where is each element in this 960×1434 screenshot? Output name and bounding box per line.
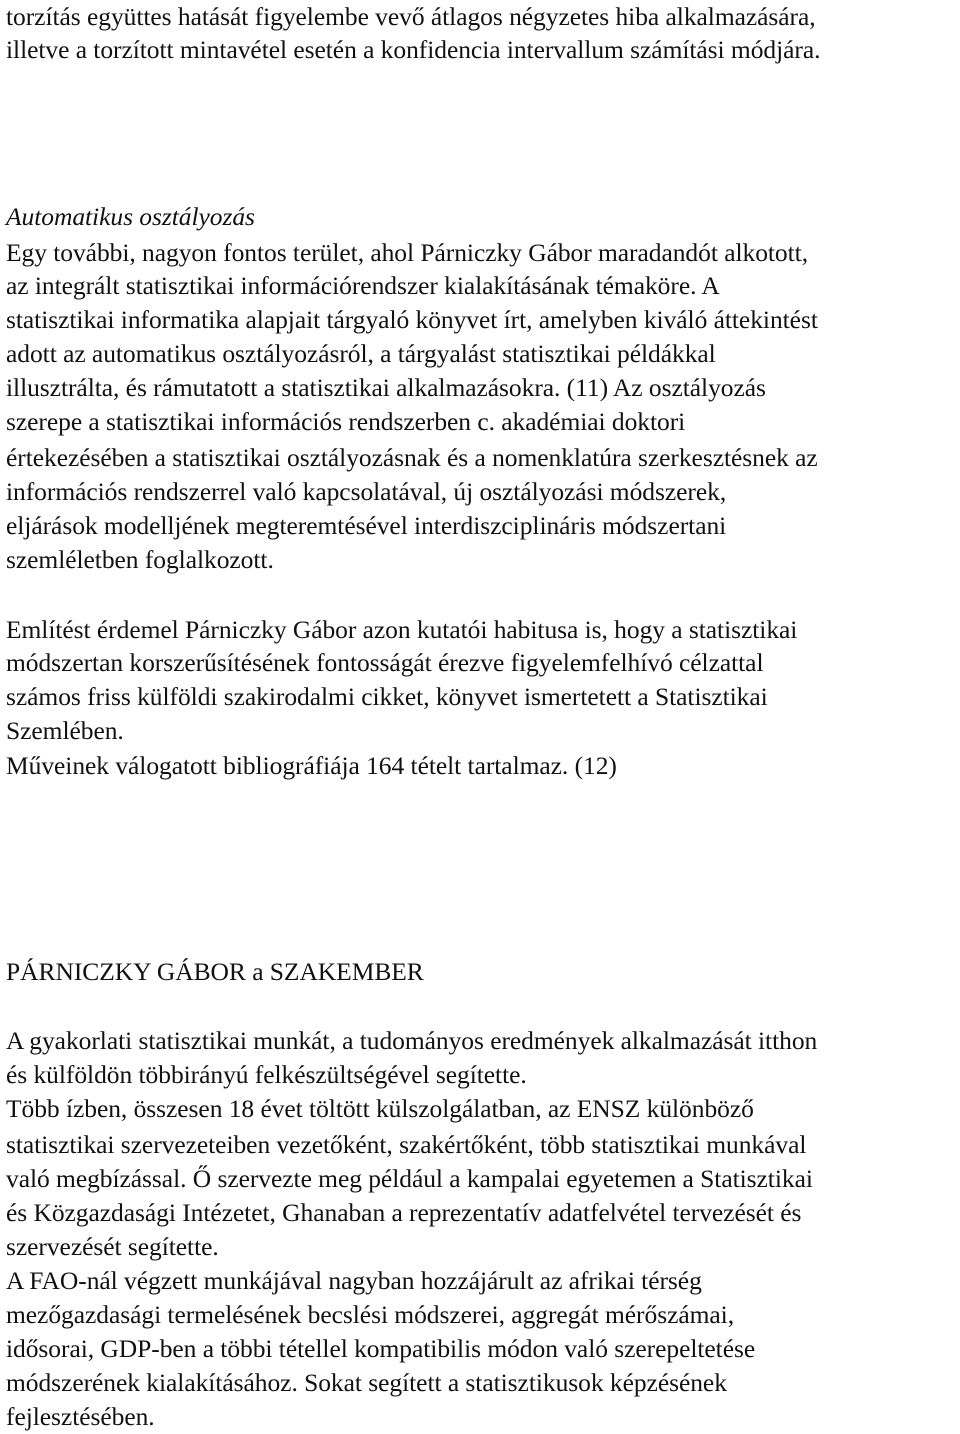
section-title-expert: PÁRNICZKY GÁBOR a SZAKEMBER — [6, 957, 424, 986]
paragraph-line: Egy további, nagyon fontos terület, ahol Párniczky Gábor maradandót alkotott, — [6, 238, 809, 267]
paragraph-line: idősorai, GDP-ben a többi tétellel kompatibilis módon való szerepeltetése — [6, 1334, 756, 1363]
paragraph-line: Több ízben, összesen 18 évet töltött külszolgálatban, az ENSZ különböző — [6, 1094, 754, 1123]
paragraph-line: információs rendszerrel való kapcsolatával, új osztályozási módszerek, — [6, 477, 727, 506]
paragraph-line: és külföldön többirányú felkészültségével segítette. — [6, 1060, 527, 1089]
paragraph-line: statisztikai informatika alapjait tárgyaló könyvet írt, amelyben kiváló áttekintést — [6, 305, 818, 334]
intro-line: illetve a torzított mintavétel esetén a konfidencia intervallum számítási módjára. — [6, 35, 821, 64]
paragraph-line: A gyakorlati statisztikai munkát, a tudományos eredmények alkalmazását itthon — [6, 1026, 818, 1055]
paragraph-line: és Közgazdasági Intézetet, Ghanaban a reprezentatív adatfelvétel tervezését és — [6, 1198, 802, 1227]
paragraph-line: értekezésében a statisztikai osztályozásnak és a nomenklatúra szerkesztésnek az — [6, 443, 818, 472]
paragraph-line: Említést érdemel Párniczky Gábor azon kutatói habitusa is, hogy a statisztikai — [6, 615, 798, 644]
paragraph-line: adott az automatikus osztályozásról, a tárgyalást statisztikai példákkal — [6, 339, 716, 368]
paragraph-line: eljárások modelljének megteremtésével interdiszciplináris módszertani — [6, 511, 727, 540]
intro-line: torzítás együttes hatását figyelembe vevő átlagos négyzetes hiba alkalmazására, — [6, 2, 816, 31]
paragraph-line: Szemlében. — [6, 716, 124, 745]
paragraph-line: statisztikai szervezeteiben vezetőként, szakértőként, több statisztikai munkával — [6, 1130, 807, 1159]
paragraph-line: mezőgazdasági termelésének becslési módszerei, aggregát mérőszámai, — [6, 1300, 735, 1329]
bibliography-note: Műveinek válogatott bibliográfiája 164 tételt tartalmaz. (12) — [6, 751, 617, 780]
paragraph-line: módszertan korszerűsítésének fontosságát érezve figyelemfelhívó célzattal — [6, 648, 764, 677]
paragraph-line: illusztrálta, és rámutatott a statisztikai alkalmazásokra. (11) Az osztályozás — [6, 373, 766, 402]
paragraph-line: szerepe a statisztikai információs rendszerben c. akadémiai doktori — [6, 407, 686, 436]
section-title-automatic-classification: Automatikus osztályozás — [6, 202, 255, 231]
paragraph-line: való megbízással. Ő szervezte meg például a kampalai egyetemen a Statisztikai — [6, 1164, 813, 1193]
paragraph-line: az integrált statisztikai információrendszer kialakításának témaköre. A — [6, 271, 720, 300]
paragraph-line: szervezését segítette. — [6, 1232, 219, 1261]
paragraph-line: fejlesztésében. — [6, 1402, 155, 1431]
paragraph-line: számos friss külföldi szakirodalmi cikket, könyvet ismertetett a Statisztikai — [6, 682, 768, 711]
paragraph-line: szemléletben foglalkozott. — [6, 545, 274, 574]
paragraph-line: módszerének kialakításához. Sokat segített a statisztikusok képzésének — [6, 1368, 727, 1397]
paragraph-line: A FAO-nál végzett munkájával nagyban hozzájárult az afrikai térség — [6, 1266, 702, 1295]
